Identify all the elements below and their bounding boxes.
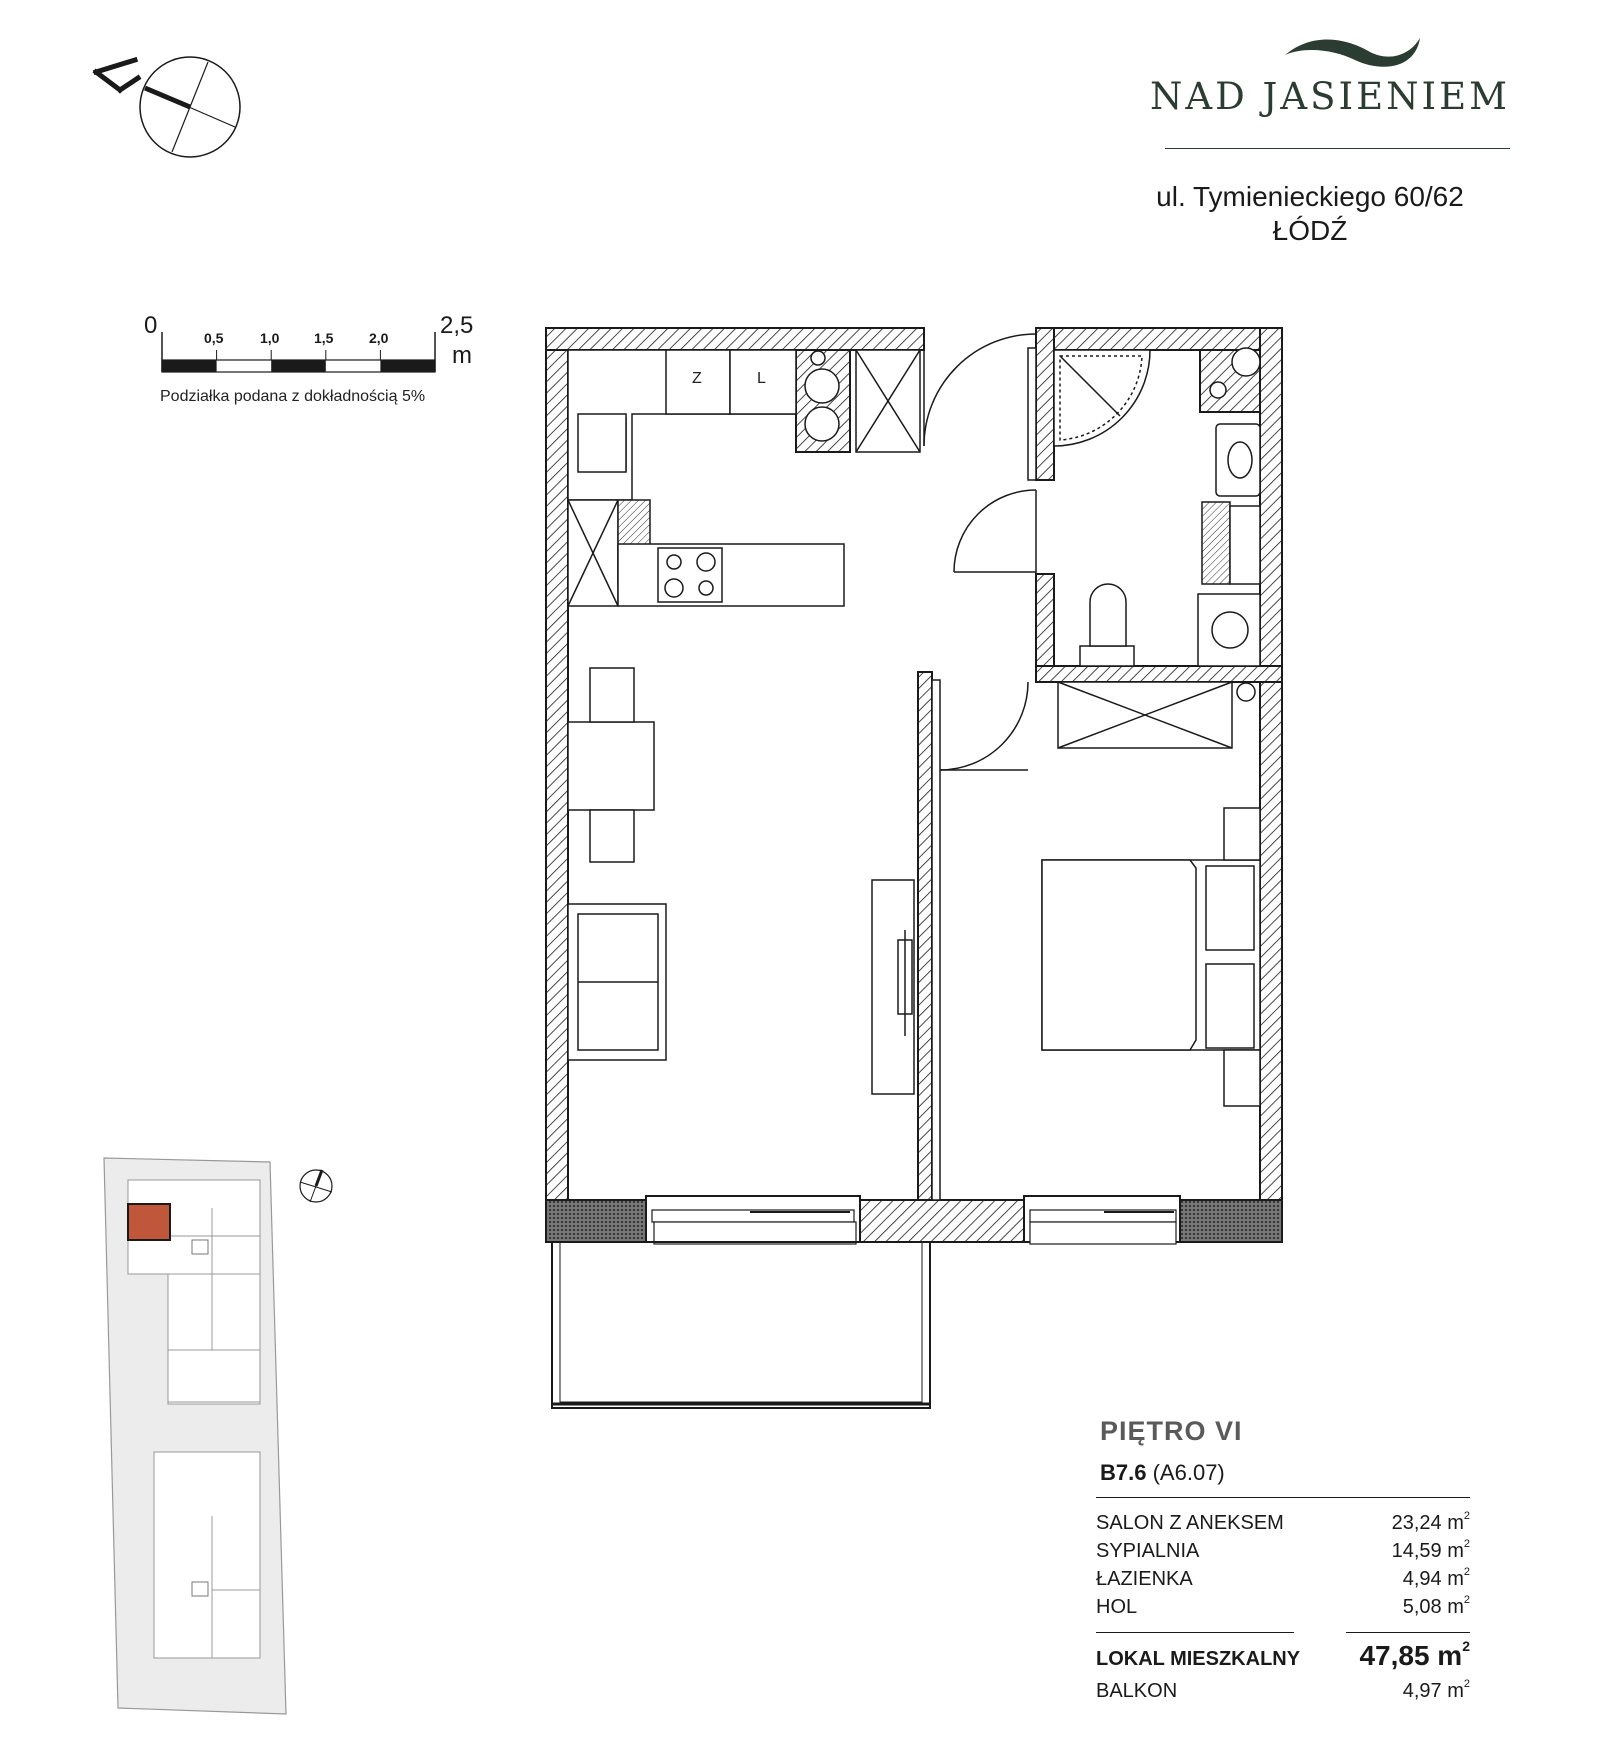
site-compass-icon	[300, 1170, 332, 1202]
address-city: ŁÓDŹ	[1272, 215, 1348, 246]
unit-code	[1100, 1460, 1225, 1486]
doors	[924, 334, 1036, 770]
total-area: 47,85 $m^2$	[1359, 1637, 1470, 1671]
scale-unit-label: m	[452, 342, 472, 369]
room-area: 14,59 $m^2$	[1391, 1538, 1470, 1562]
kitchen-furniture	[568, 350, 920, 606]
room-name: SYPIALNIA	[1096, 1540, 1200, 1562]
dining-set	[568, 668, 654, 862]
total-divider-left	[1096, 1632, 1294, 1633]
scale-note: Podziałka podana z dokładnością 5%	[160, 388, 426, 405]
brand-name: NAD JASIENIEM	[1150, 75, 1510, 118]
room-row	[1096, 1596, 1470, 1624]
exterior-walls	[546, 328, 1282, 1242]
scale-tick-label: 1,0	[260, 330, 280, 346]
room-name: HOL	[1096, 1596, 1138, 1618]
balcony-name: BALKON	[1096, 1680, 1178, 1702]
address-street: ul. Tymienieckiego 60/62	[1156, 181, 1464, 212]
brand-divider	[1165, 148, 1510, 149]
room-row	[1096, 1540, 1470, 1568]
scale-tick-label: 2,0	[369, 330, 389, 346]
info-divider	[1096, 1497, 1470, 1498]
address	[1110, 180, 1510, 248]
total-name: LOKAL MIESZKALNY	[1096, 1648, 1301, 1670]
unit-code-alt: (A6.07)	[1152, 1460, 1225, 1485]
floor-title: PIĘTRO VI	[1100, 1416, 1243, 1446]
scale-tick-label: 0,5	[204, 330, 224, 346]
fridge-label: Z	[692, 370, 702, 387]
sofa	[568, 904, 666, 1060]
balcony	[552, 1242, 930, 1408]
unit-code-main: B7.6	[1100, 1460, 1147, 1485]
room-row	[1096, 1512, 1470, 1540]
scale-start-label: 0	[144, 312, 158, 339]
tv-unit	[872, 880, 914, 1094]
room-area: 23,24 $m^2$	[1391, 1510, 1470, 1534]
room-area: 4,94 $m^2$	[1402, 1566, 1470, 1590]
total-divider-right	[1346, 1632, 1470, 1633]
balcony-area: 4,97 $m^2$	[1402, 1678, 1470, 1702]
scale-tick-label: 1,5	[314, 330, 334, 346]
scale-end-label: 2,5	[440, 312, 474, 339]
site-plan	[104, 1158, 332, 1714]
balcony-row	[1096, 1680, 1470, 1708]
room-name: SALON Z ANEKSEM	[1096, 1512, 1284, 1534]
total-row	[1096, 1637, 1470, 1680]
logo-swoosh-icon	[1285, 38, 1420, 67]
room-row	[1096, 1568, 1470, 1596]
unit-highlight	[128, 1204, 170, 1240]
room-area: 5,08 $m^2$	[1402, 1594, 1470, 1618]
compass-icon	[96, 57, 240, 157]
room-name: ŁAZIENKA	[1096, 1568, 1193, 1590]
dishwasher-label: L	[757, 370, 766, 387]
bedroom-furniture	[1042, 682, 1260, 1106]
scale-bar	[162, 332, 435, 372]
interior-walls	[796, 328, 1282, 1200]
north-glyph-icon	[96, 60, 138, 90]
